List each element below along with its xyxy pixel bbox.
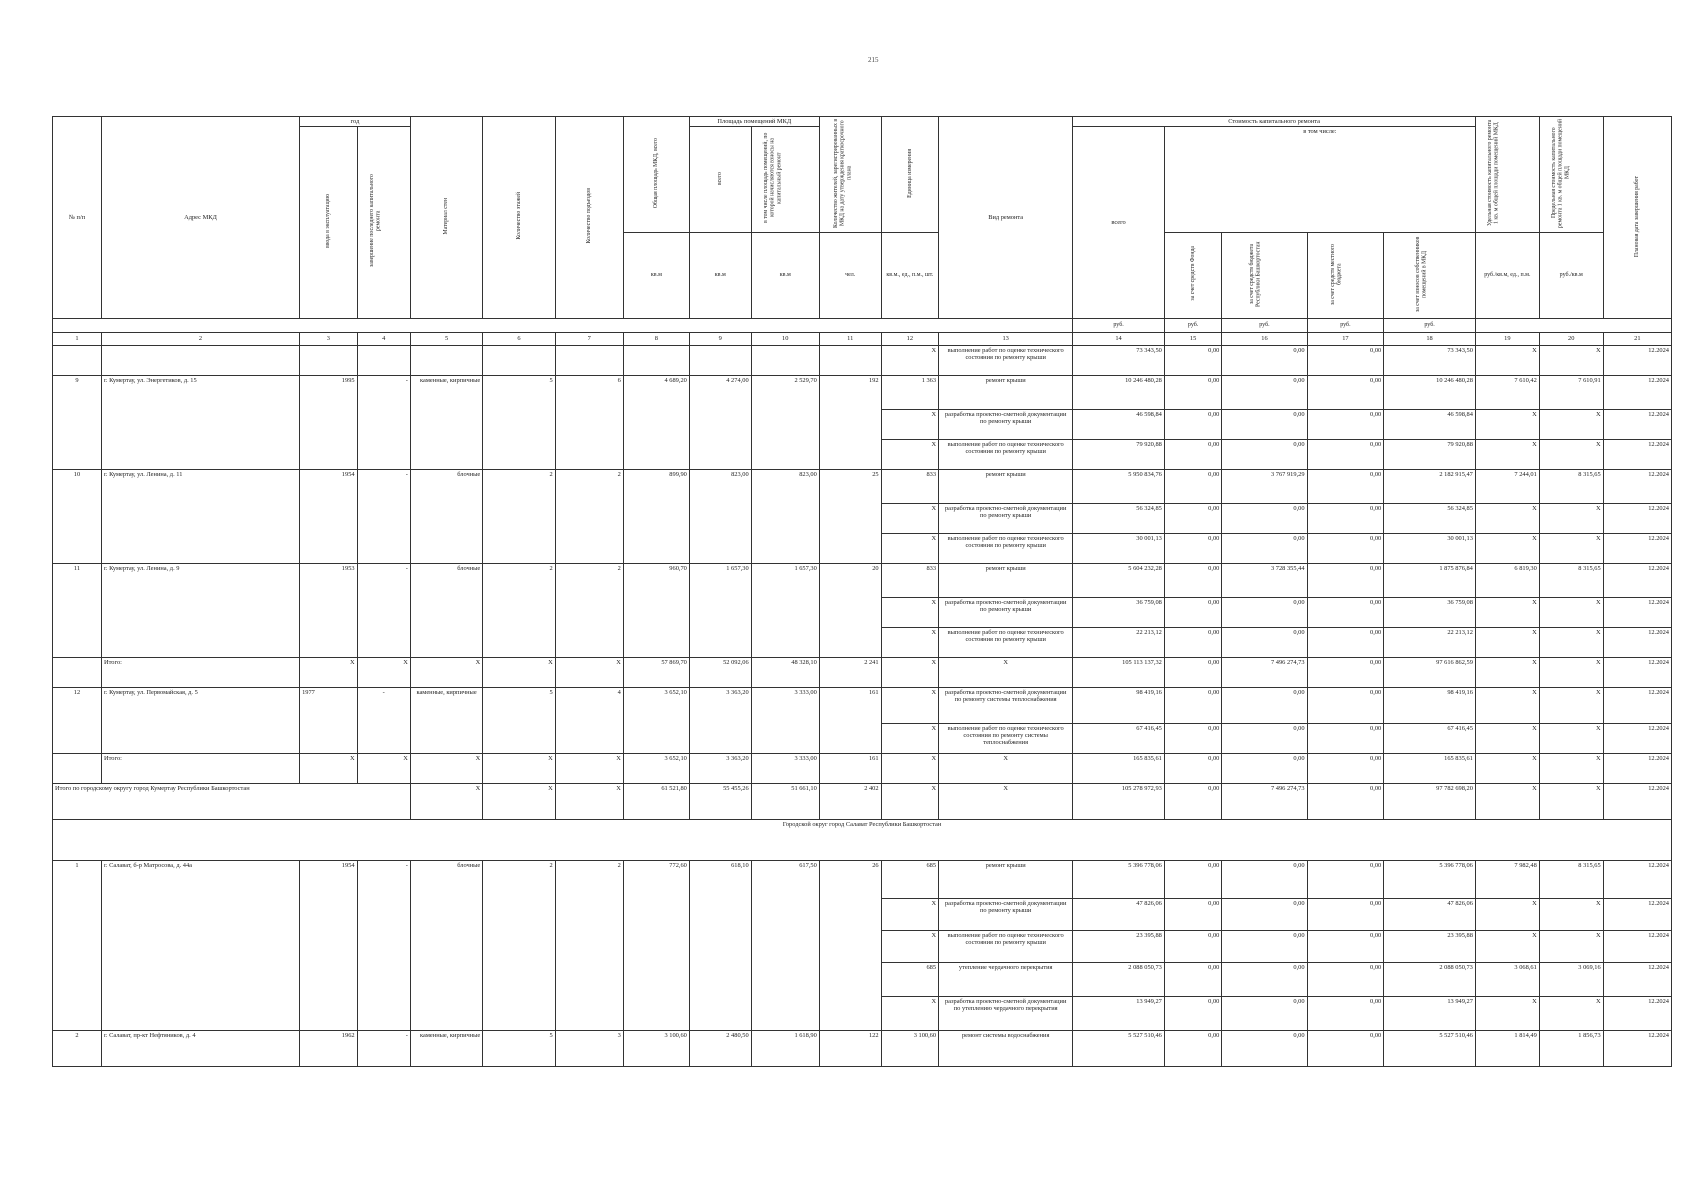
unit-unit: кв.м., ед., п.м., шт. — [881, 232, 939, 318]
table-row: X выполнение работ по оценке технического состояния по ремонту крыши 22 213,12 0,00 0,00 0,00 22 213,12 X X 12.2024 — [53, 627, 1672, 657]
unit-specific: руб./кв.м, ед., п.м. — [1475, 232, 1539, 318]
col-year-commission: ввода в эксплуатацию — [300, 127, 358, 318]
section-row — [53, 819, 1672, 860]
col-cost-owners: за счет взносов собственников помещений в МКД — [1384, 232, 1476, 318]
table-row: X разработка проектно-сметной документации по ремонту крыши 46 598,84 0,00 0,00 0,00 46 598,84 X X 12.2024 — [53, 409, 1672, 439]
unit-cost-total: руб. — [1073, 318, 1165, 332]
col-wall-material: Материал стен — [410, 117, 482, 319]
col-entrances: Количество подъездов — [555, 117, 623, 319]
col-residents: Количество жителей, зарегистрированных в МКД на дату утверждения краткосрочного плана — [819, 117, 881, 233]
unit-residents: чел. — [819, 232, 881, 318]
header-units-cost — [53, 318, 1672, 332]
col-group-cost: Стоимость капитального ремонта — [1073, 117, 1476, 127]
table-row: 11 г. Кумертау, ул. Ленина, д. 9 1953 - блочные 2 2 960,70 1 657,30 1 657,30 20 833 ремонт крыши 5 604 232,28 0,00 3 728 355,44 0,00 1 875 876,84 6 819,30 8 315,65 12.2024 — [53, 563, 1672, 597]
unit-area-contrib: кв.м — [751, 232, 819, 318]
capital-repair-table — [52, 116, 1672, 1067]
table-row: X выполнение работ по оценке технического состояния по ремонту крыши 23 395,88 0,00 0,00 0,00 23 395,88 X X 12.2024 — [53, 930, 1672, 962]
table-row: 685 утепление чердачного перекрытия 2 088 050,73 0,00 0,00 0,00 2 088 050,73 3 068,61 3 069,16 12.2024 — [53, 962, 1672, 996]
table-row: X разработка проектно-сметной документации по ремонту крыши 36 759,08 0,00 0,00 0,00 36 759,08 X X 12.2024 — [53, 597, 1672, 627]
col-unit: Единица измерения — [881, 117, 939, 233]
table-row: X выполнение работ по оценке технического состояния по ремонту крыши 79 920,88 0,00 0,00 0,00 79 920,88 X X 12.2024 — [53, 439, 1672, 469]
table-row: X выполнение работ по оценке технического состояния по ремонту крыши 73 343,50 0,00 0,00 0,00 73 343,50 X X 12.2024 — [53, 345, 1672, 375]
page-number: 215 — [868, 56, 879, 64]
city-total-row: Итого по городскому округу город Кумертау Республики Башкортостан X X X 61 521,80 55 455,26 51 661,10 2 402 X X 105 278 972,93 0,00 7 496 274,73 0,00 97 782 698,20 X X 12.2024 — [53, 783, 1672, 819]
unit-total-area: кв.м — [623, 232, 689, 318]
col-cost-republic: за счет средств бюджета Республики Башкортостан — [1222, 232, 1307, 318]
table-row: X разработка проектно-сметной документации по ремонту крыши 56 324,85 0,00 0,00 0,00 56 324,85 X X 12.2024 — [53, 503, 1672, 533]
col-group-cost-incl: в том числе: — [1164, 127, 1475, 232]
col-max-cost: Предельная стоимость капитального ремонта 1 кв. м общей площади помещений МКД — [1539, 117, 1603, 233]
col-work-type: Вид ремонта — [939, 117, 1073, 319]
subtotal-row: Итого: X X X X X 57 869,70 52 092,06 48 328,10 2 241 X X 105 113 137,32 0,00 7 496 274,73 0,00 97 616 862,59 X X 12.2024 — [53, 657, 1672, 687]
col-address: Адрес МКД — [101, 117, 299, 319]
section-title-salavat: Городской округ город Салават Республики Башкортостан — [53, 819, 1672, 860]
col-total-area: Общая площадь МКД, всего — [623, 117, 689, 233]
table-row: 2 г. Салават, пр-кт Нефтяников, д. 4 1962 - каменные, кирпичные 5 3 3 100,60 2 480,50 1 618,90 122 3 100,60 ремонт системы водоснабжения 5 527 510,46 0,00 0,00 0,00 5 527 510,46 1 814,49 1 856,73 12.2024 — [53, 1030, 1672, 1066]
unit-area-total: кв.м — [689, 232, 751, 318]
col-year-last-repair: завершение последнего капитального ремонта — [357, 127, 410, 318]
header-row-1 — [53, 117, 1672, 127]
unit-max: руб./кв.м — [1539, 232, 1603, 318]
table-row: 12 г. Кумертау, ул. Первомайская, д. 5 1977 - каменные, кирпичные 5 4 3 652,10 3 363,20 3 333,00 161 X разработка проектно-сметной документации по ремонту системы теплоснабжения 98 419,16 0,00 0,00 0,00 98 419,16 X X 12.2024 — [53, 687, 1672, 723]
column-numbers-row: 1 2 3 4 5 6 7 8 9 10 11 12 13 14 15 16 17 18 19 20 21 — [53, 332, 1672, 345]
unit-cost-fund: руб. — [1164, 318, 1222, 332]
col-area-contrib: в том числе площадь помещений, по которой начисляются взносы на капитальный ремонт — [751, 127, 819, 232]
col-group-year: год — [300, 117, 411, 127]
table-row: X выполнение работ по оценке технического состояния по ремонту крыши 30 001,13 0,00 0,00 0,00 30 001,13 X X 12.2024 — [53, 533, 1672, 563]
table-row: 1 г. Салават, б-р Матросова, д. 44а 1954 - блочные 2 2 772,60 618,10 617,50 26 685 ремонт крыши 5 396 778,06 0,00 0,00 0,00 5 396 778,06 7 982,48 8 315,65 12.2024 — [53, 860, 1672, 898]
col-cost-total: всего — [1073, 127, 1165, 318]
table-row: X разработка проектно-сметной документации по ремонту крыши 47 826,06 0,00 0,00 0,00 47 826,06 X X 12.2024 — [53, 898, 1672, 930]
unit-cost-republic: руб. — [1222, 318, 1307, 332]
col-no: № п/п — [53, 117, 102, 319]
col-deadline: Плановая дата завершения работ — [1603, 117, 1671, 319]
table-row: 10 г. Кумертау, ул. Ленина, д. 11 1954 - блочные 2 2 899,90 823,00 823,00 25 833 ремонт крыши 5 950 834,76 0,00 3 767 919,29 0,00 2 182 915,47 7 244,01 8 315,65 12.2024 — [53, 469, 1672, 503]
table-row: X разработка проектно-сметной документации по утеплению чердачного перекрытия 13 949,27 0,00 0,00 0,00 13 949,27 X X 12.2024 — [53, 996, 1672, 1030]
col-floors: Количество этажей — [483, 117, 555, 319]
unit-cost-local: руб. — [1307, 318, 1384, 332]
col-cost-local: за счет средств местного бюджета — [1307, 232, 1384, 318]
col-specific-cost: Удельная стоимость капитального ремонта 1 кв. м общей площади помещений МКД — [1475, 117, 1539, 233]
col-area-total: всего — [689, 127, 751, 232]
unit-cost-owners: руб. — [1384, 318, 1476, 332]
col-cost-fund: за счет средств Фонда — [1164, 232, 1222, 318]
subtotal-row: Итого: X X X X X 3 652,10 3 363,20 3 333,00 161 X X 165 835,61 0,00 0,00 0,00 165 835,61 X X 12.2024 — [53, 753, 1672, 783]
table-row: X выполнение работ по оценке технического состояния по ремонту системы теплоснабжения 67 416,45 0,00 0,00 0,00 67 416,45 X X 12.2024 — [53, 723, 1672, 753]
table-row: 9 г. Кумертау, ул. Энергетиков, д. 15 1995 - каменные, кирпичные 5 6 4 689,20 4 274,00 2 529,70 192 1 363 ремонт крыши 10 246 480,28 0,00 0,00 0,00 10 246 480,28 7 610,42 7 610,91 12.2024 — [53, 375, 1672, 409]
col-group-premises: Площадь помещений МКД — [689, 117, 819, 127]
